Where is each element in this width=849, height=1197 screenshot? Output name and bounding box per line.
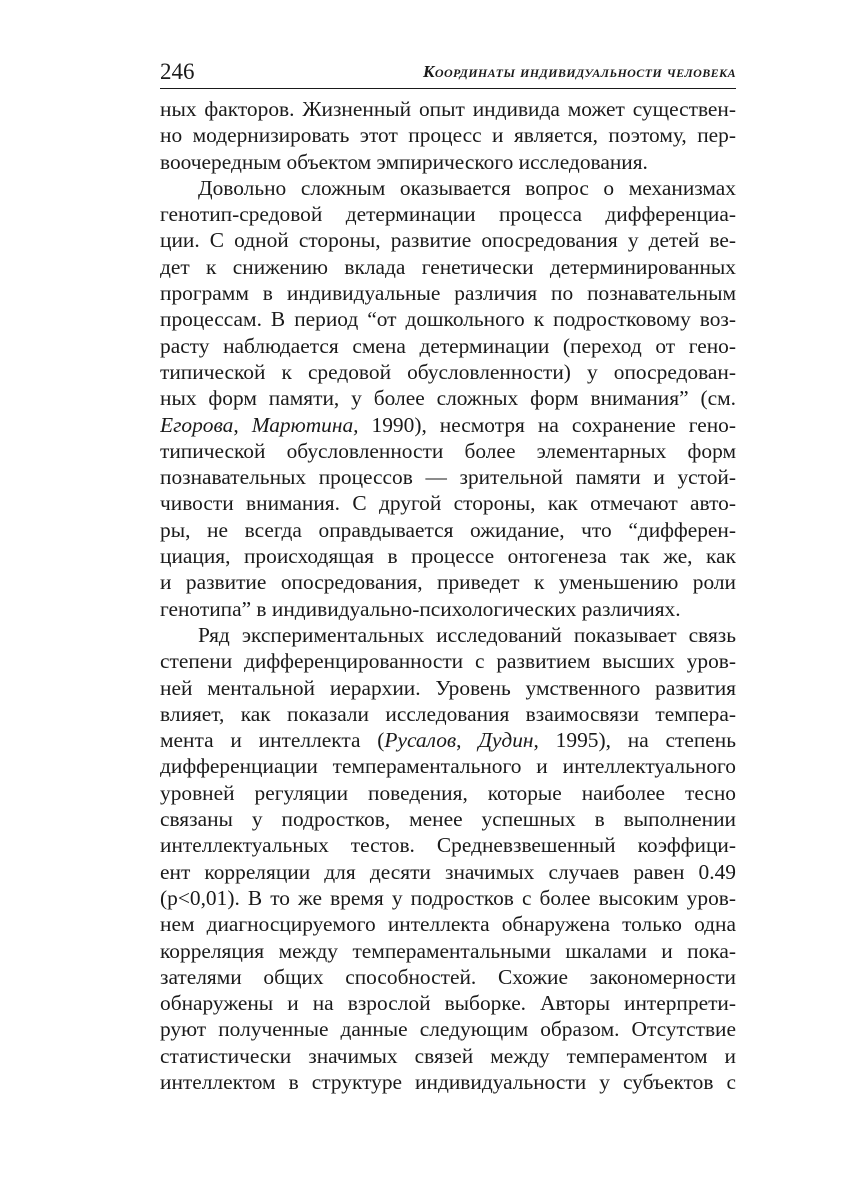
text-line xyxy=(160,412,736,438)
running-header xyxy=(160,52,736,92)
text-segment: ент корреляции для десяти значимых случаев равен 0.49 xyxy=(160,859,736,884)
text-segment: уровней регуляции поведения, которые наиболее тесно xyxy=(160,780,736,805)
text-line xyxy=(160,333,736,359)
text-line xyxy=(160,359,736,385)
text-line xyxy=(160,990,736,1016)
text-segment: ции. С одной стороны, развитие опосредования у детей ве- xyxy=(160,228,736,253)
text-line xyxy=(160,490,736,516)
text-line xyxy=(160,517,736,543)
text-line xyxy=(160,727,736,753)
text-line xyxy=(160,175,736,201)
text-segment: степени дифференцированности с развитием высших уров- xyxy=(160,649,736,674)
text-line xyxy=(160,254,736,280)
text-line xyxy=(160,806,736,832)
text-segment: статистически значимых связей между темпераментом и xyxy=(160,1043,736,1068)
text-line xyxy=(160,701,736,727)
paragraph xyxy=(160,96,736,175)
text-segment: , xyxy=(233,412,252,437)
text-segment: интеллектуальных тестов. Средневзвешенный коэффици- xyxy=(160,833,736,858)
text-line xyxy=(160,227,736,253)
text-line xyxy=(160,832,736,858)
text-segment: Ряд экспериментальных исследований показывает связь xyxy=(198,622,736,647)
text-line xyxy=(160,780,736,806)
citation-author: Русалов xyxy=(384,728,457,753)
text-segment: циация, происходящая в процессе онтогенеза так же, как xyxy=(160,544,736,569)
text-segment: , xyxy=(456,728,479,753)
text-segment: ры, не всегда оправдывается ожидание, что “дифферен- xyxy=(160,517,736,542)
text-line xyxy=(160,96,736,122)
text-line xyxy=(160,569,736,595)
text-line xyxy=(160,1016,736,1042)
text-segment: (p<0,01). В то же время у подростков с более высоким уров- xyxy=(160,885,736,910)
text-line xyxy=(160,280,736,306)
text-line xyxy=(160,438,736,464)
text-segment: ных факторов. Жизненный опыт индивида может существен- xyxy=(160,97,736,121)
text-segment: воочередным объектом эмпирического исследования. xyxy=(160,149,648,174)
running-title: Координаты индивидуальности человека xyxy=(423,62,736,81)
page-number: 246 xyxy=(160,59,195,84)
text-segment: процессам. В период “от дошкольного к подростковому воз- xyxy=(160,307,736,332)
text-line xyxy=(160,885,736,911)
text-line xyxy=(160,1043,736,1069)
text-line xyxy=(160,306,736,332)
text-line xyxy=(160,622,736,648)
citation-author: Егорова xyxy=(160,412,234,437)
text-segment: обнаружены и на взрослой выборке. Авторы интерпрети- xyxy=(160,991,736,1016)
text-segment: связаны у подростков, менее успешных в выполнении xyxy=(160,807,736,832)
text-segment: дет к снижению вклада генетически детерминированных xyxy=(160,254,736,279)
paragraph xyxy=(160,622,736,1095)
text-line xyxy=(160,149,736,175)
text-segment: мента и интеллекта ( xyxy=(160,728,385,753)
text-segment: и развитие опосредования, приведет к уменьшению роли xyxy=(160,570,736,595)
text-line xyxy=(160,543,736,569)
text-line xyxy=(160,596,736,622)
text-line xyxy=(160,385,736,411)
citation-author: Марютина, xyxy=(251,412,359,437)
citation-author: Дудин xyxy=(478,728,534,753)
text-segment: 1990), несмотря на сохранение гено- xyxy=(358,412,736,437)
text-segment: ней ментальной иерархии. Уровень умственного развития xyxy=(160,675,736,700)
text-segment: влияет, как показали исследования взаимосвязи темпера- xyxy=(160,701,736,726)
text-segment: познавательных процессов — зрительной памяти и устой- xyxy=(160,465,736,490)
text-segment: корреляция между темпераментальными шкалами и пока- xyxy=(160,938,736,963)
text-line xyxy=(160,753,736,779)
text-line xyxy=(160,964,736,990)
header-rule xyxy=(160,88,736,89)
text-line xyxy=(160,675,736,701)
text-segment: Довольно сложным оказывается вопрос о механизмах xyxy=(198,175,736,200)
text-segment: руют полученные данные следующим образом. Отсутствие xyxy=(160,1017,736,1042)
text-segment: генотип-средовой детерминации процесса дифференциа- xyxy=(160,202,736,227)
text-line xyxy=(160,859,736,885)
text-segment: ных форм памяти, у более сложных форм внимания” (см. xyxy=(160,386,736,411)
text-segment: но модернизировать этот процесс и является, поэтому, пер- xyxy=(160,123,736,148)
text-line xyxy=(160,648,736,674)
text-line xyxy=(160,122,736,148)
text-line xyxy=(160,938,736,964)
text-segment: , 1995), на степень xyxy=(533,728,736,753)
text-line xyxy=(160,464,736,490)
text-segment: дифференциации темпераментального и интеллектуального xyxy=(160,754,736,779)
text-segment: чивости внимания. С другой стороны, как отмечают авто- xyxy=(160,491,736,516)
text-segment: нем диагносцируемого интеллекта обнаружена только одна xyxy=(160,912,736,937)
text-segment: интеллектом в структуре индивидуальности у субъектов с xyxy=(160,1069,736,1094)
text-segment: типической обусловленности более элементарных форм xyxy=(160,438,736,463)
text-segment: генотипа” в индивидуально-психологических различиях. xyxy=(160,596,681,621)
text-segment: типической к средовой обусловленности) у опосредован- xyxy=(160,359,736,384)
text-line xyxy=(160,911,736,937)
body-text xyxy=(160,96,736,1095)
paragraph xyxy=(160,175,736,622)
text-line xyxy=(160,201,736,227)
text-segment: программ в индивидуальные различия по познавательным xyxy=(160,281,736,306)
text-segment: расту наблюдается смена детерминации (переход от гено- xyxy=(160,333,736,358)
text-segment: зателями общих способностей. Схожие закономерности xyxy=(160,964,736,989)
text-line xyxy=(160,1069,736,1095)
